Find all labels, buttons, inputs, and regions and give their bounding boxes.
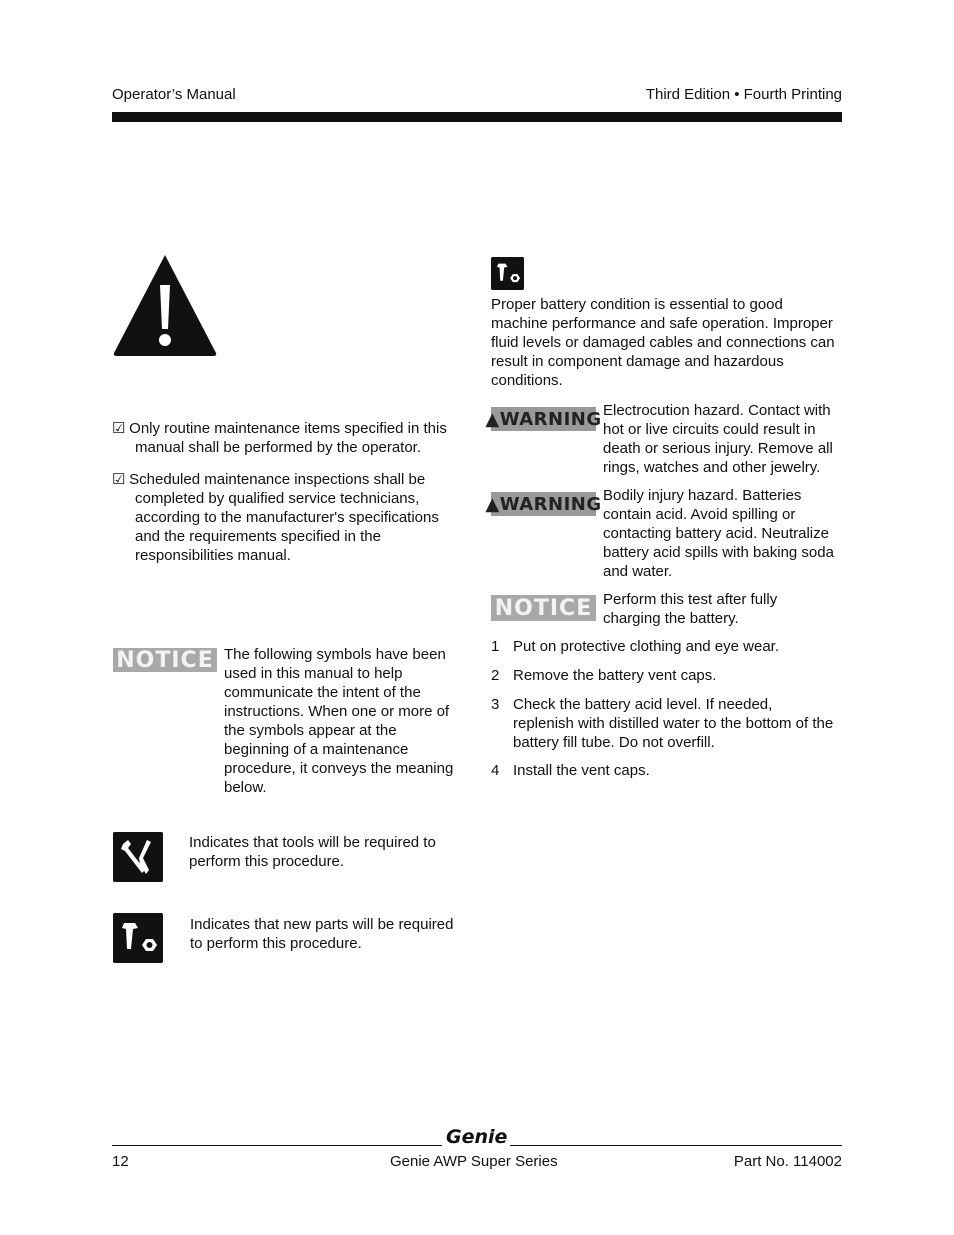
parts-symbol-text: Indicates that new parts will be required to perform this procedure. [190, 916, 454, 952]
warning-text: Bodily injury hazard. Batteries contain acid. Avoid spilling or contacting battery acid. Neutralize battery acid spills with baking soda and water. [603, 487, 834, 580]
header-left: Operator’s Manual [112, 86, 236, 103]
warning-triangle-icon: ▲ [485, 408, 500, 430]
footer-rule-right [510, 1145, 842, 1146]
checklist-item: ☑ Scheduled maintenance inspections shall be completed by qualified service technicians, according to the manufacturer's specifications and the requirements specified in the responsibilities manual. [112, 471, 439, 564]
warning-triangle-icon: ▲ [485, 493, 500, 515]
parts-icon [491, 257, 524, 290]
warning-text: Electrocution hazard. Contact with hot or live circuits could result in death or serious injury. Remove all rings, watches and other jewelry. [603, 402, 833, 476]
safety-alert-icon [112, 253, 218, 358]
header-right: Third Edition • Fourth Printing [645, 86, 842, 103]
notice-text: The following symbols have been used in this manual to help communicate the intent of the instructions. When one or more of the symbols appear at the beginning of a maintenance procedure, it conveys the meaning below. [224, 646, 454, 796]
warning-badge: ▲ WARNING [485, 493, 602, 515]
page-number: 12 [112, 1153, 129, 1170]
notice-badge: NOTICE [491, 595, 596, 621]
step-item: 4 Install the vent caps. [491, 762, 650, 779]
step-item: 2 Remove the battery vent caps. [491, 667, 717, 684]
checkbox-icon: ☑ [112, 420, 126, 437]
warning-badge: ▲ WARNING [485, 408, 602, 430]
battery-intro: Proper battery condition is essential to good machine performance and safe operation. Improper fluid levels or damaged cables and connections can result in component damage and hazardous conditions. [491, 296, 835, 389]
checkbox-icon: ☑ [112, 471, 126, 488]
step-item: 3 Check the battery acid level. If needed, replenish with distilled water to the bottom of the battery fill tube. Do not overfill. [491, 696, 834, 751]
checklist-item: ☑ Only routine maintenance items specified in this manual shall be performed by the operator. [112, 420, 447, 456]
parts-icon [113, 913, 163, 963]
footer-rule-left [112, 1145, 442, 1146]
part-number: Part No. 114002 [733, 1153, 842, 1170]
tools-symbol-text: Indicates that tools will be required to perform this procedure. [189, 834, 436, 870]
notice-badge: NOTICE [113, 648, 217, 672]
notice-text: Perform this test after fully charging the battery. [603, 591, 778, 627]
header-rule [112, 112, 842, 122]
step-item: 1 Put on protective clothing and eye wear. [491, 638, 780, 655]
genie-logo: Genie [446, 1126, 508, 1148]
footer-title: Genie AWP Super Series [390, 1153, 558, 1170]
tools-icon [113, 832, 163, 882]
